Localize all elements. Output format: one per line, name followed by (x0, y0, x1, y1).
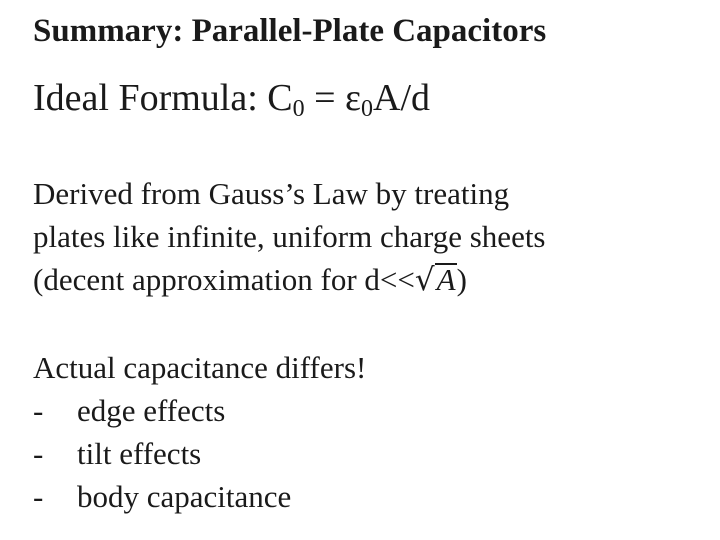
list-item (33, 389, 366, 432)
ideal-formula (33, 76, 430, 122)
approximation-close: ) (456, 262, 467, 297)
derivation-line-3 (33, 258, 546, 301)
formula-suffix: A/d (373, 77, 431, 119)
square-root-expression (415, 258, 457, 302)
derivation-line-2: plates like infinite, uniform charge sheets (33, 219, 546, 254)
derivation-paragraph (33, 172, 546, 301)
formula-c-subscript: 0 (292, 96, 305, 122)
differences-section (33, 346, 366, 518)
list-item-text: body capacitance (77, 479, 292, 514)
derivation-line-1: Derived from Gauss’s Law by treating (33, 176, 510, 211)
formula-epsilon-subscript: 0 (361, 96, 374, 122)
list-item-text: edge effects (77, 393, 226, 428)
bullet-dash: - (33, 436, 44, 471)
formula-prefix: Ideal Formula: C (33, 77, 293, 119)
approximation-text: (decent approximation for d<< (33, 262, 415, 297)
bullet-dash: - (33, 393, 44, 428)
differences-heading: Actual capacitance differs! (33, 350, 367, 385)
slide-title: Summary: Parallel-Plate Capacitors (33, 13, 547, 49)
list-item-text: tilt effects (77, 436, 202, 471)
sqrt-symbol: √ (414, 262, 435, 298)
formula-mid: = ε (304, 77, 362, 119)
sqrt-argument: A (436, 262, 456, 297)
list-item (33, 432, 366, 475)
bullet-dash: - (33, 479, 44, 514)
list-item (33, 475, 366, 518)
